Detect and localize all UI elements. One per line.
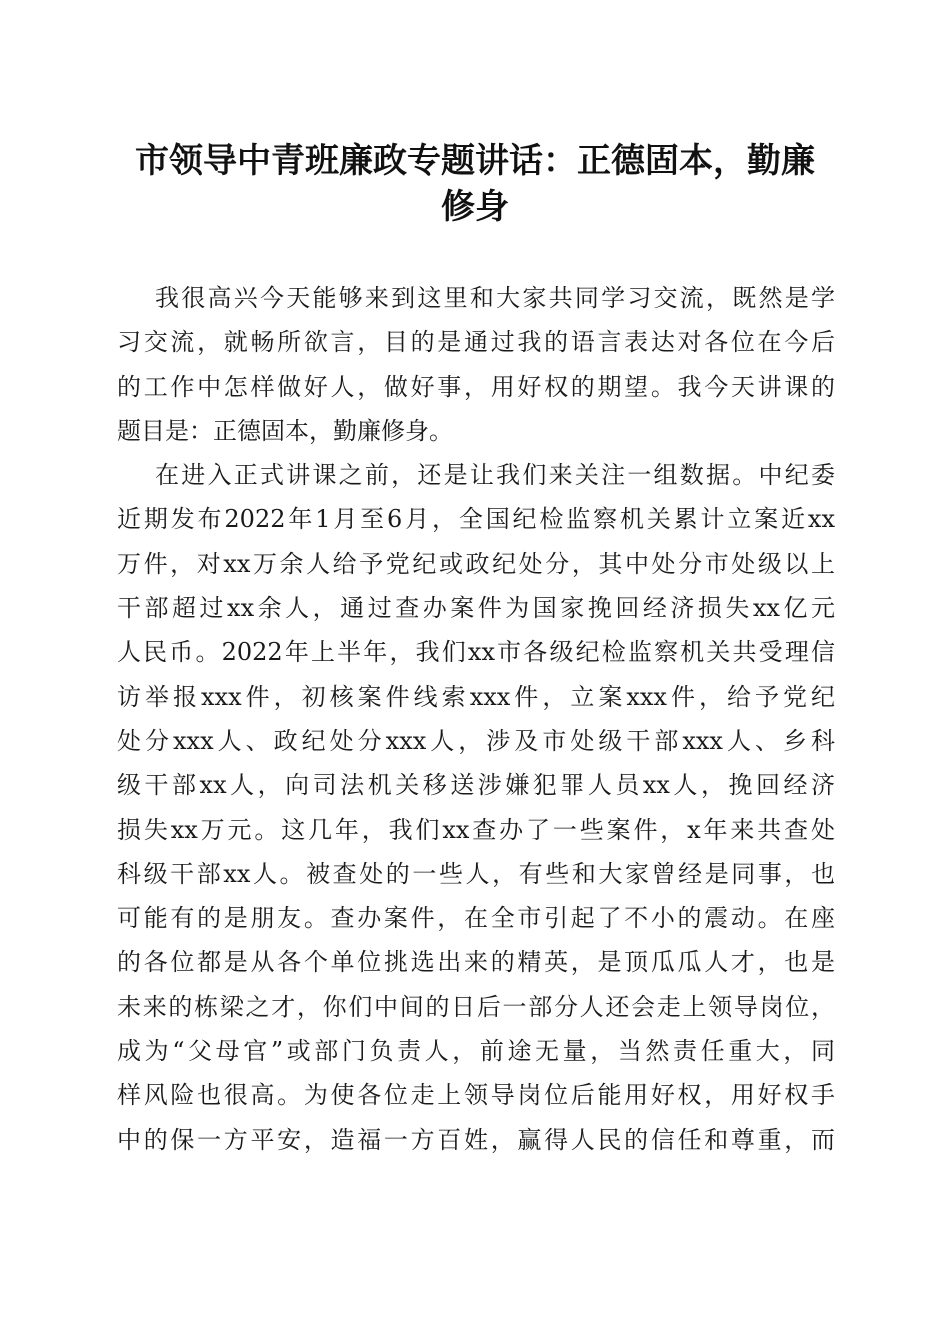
document-body <box>117 276 835 1162</box>
text-line: 样风险也很高。为使各位走上领导岗位后能用好权，用好权手 <box>117 1081 835 1110</box>
text-line: 的各位都是从各个单位挑选出来的精英，是顶瓜瓜人才，也是 <box>117 948 835 977</box>
text-line: 习交流，就畅所欲言，目的是通过我的语言表达对各位在今后 <box>117 328 835 357</box>
paragraph-intro <box>117 276 835 453</box>
text-line: 未来的栋梁之才，你们中间的日后一部分人还会走上领导岗位， <box>117 992 835 1021</box>
document-title <box>100 138 850 230</box>
text-line: 人民币。2022年上半年，我们xx市各级纪检监察机关共受理信 <box>117 638 835 667</box>
text-line: 在进入正式讲课之前，还是让我们来关注一组数据。中纪委 <box>155 461 835 490</box>
text-line: 可能有的是朋友。查办案件，在全市引起了不小的震动。在座 <box>117 904 835 933</box>
title-line: 修身 <box>441 187 509 227</box>
text-line: 题目是：正德固本，勤廉修身。 <box>117 416 453 445</box>
text-line: 我很高兴今天能够来到这里和大家共同学习交流，既然是学 <box>155 284 835 312</box>
text-line: 成为“父母官”或部门负责人，前途无量，当然责任重大，同 <box>117 1037 835 1066</box>
text-line: 级干部xx人，向司法机关移送涉嫌犯罪人员xx人，挽回经济 <box>117 771 835 800</box>
text-line: 干部超过xx余人，通过查办案件为国家挽回经济损失xx亿元 <box>117 594 835 623</box>
text-line: 处分xxx人、政纪处分xxx人，涉及市处级干部xxx人、乡科 <box>117 726 835 755</box>
text-line: 访举报xxx件，初核案件线索xxx件，立案xxx件，给予党纪 <box>117 682 835 711</box>
paragraph-data <box>117 453 835 1162</box>
text-line: 科级干部xx人。被查处的一些人，有些和大家曾经是同事，也 <box>117 859 835 888</box>
text-line: 万件，对xx万余人给予党纪或政纪处分，其中处分市处级以上 <box>117 549 835 578</box>
text-line: 中的保一方平安，造福一方百姓，赢得人民的信任和尊重，而 <box>117 1125 835 1154</box>
text-line: 损失xx万元。这几年，我们xx查办了一些案件，x年来共查处 <box>117 815 835 844</box>
text-line: 近期发布2022年1月至6月，全国纪检监察机关累计立案近xx <box>117 505 835 534</box>
title-line: 市领导中青班廉政专题讲话：正德固本，勤廉 <box>135 141 815 181</box>
text-line: 的工作中怎样做好人，做好事，用好权的期望。我今天讲课的 <box>117 372 835 401</box>
